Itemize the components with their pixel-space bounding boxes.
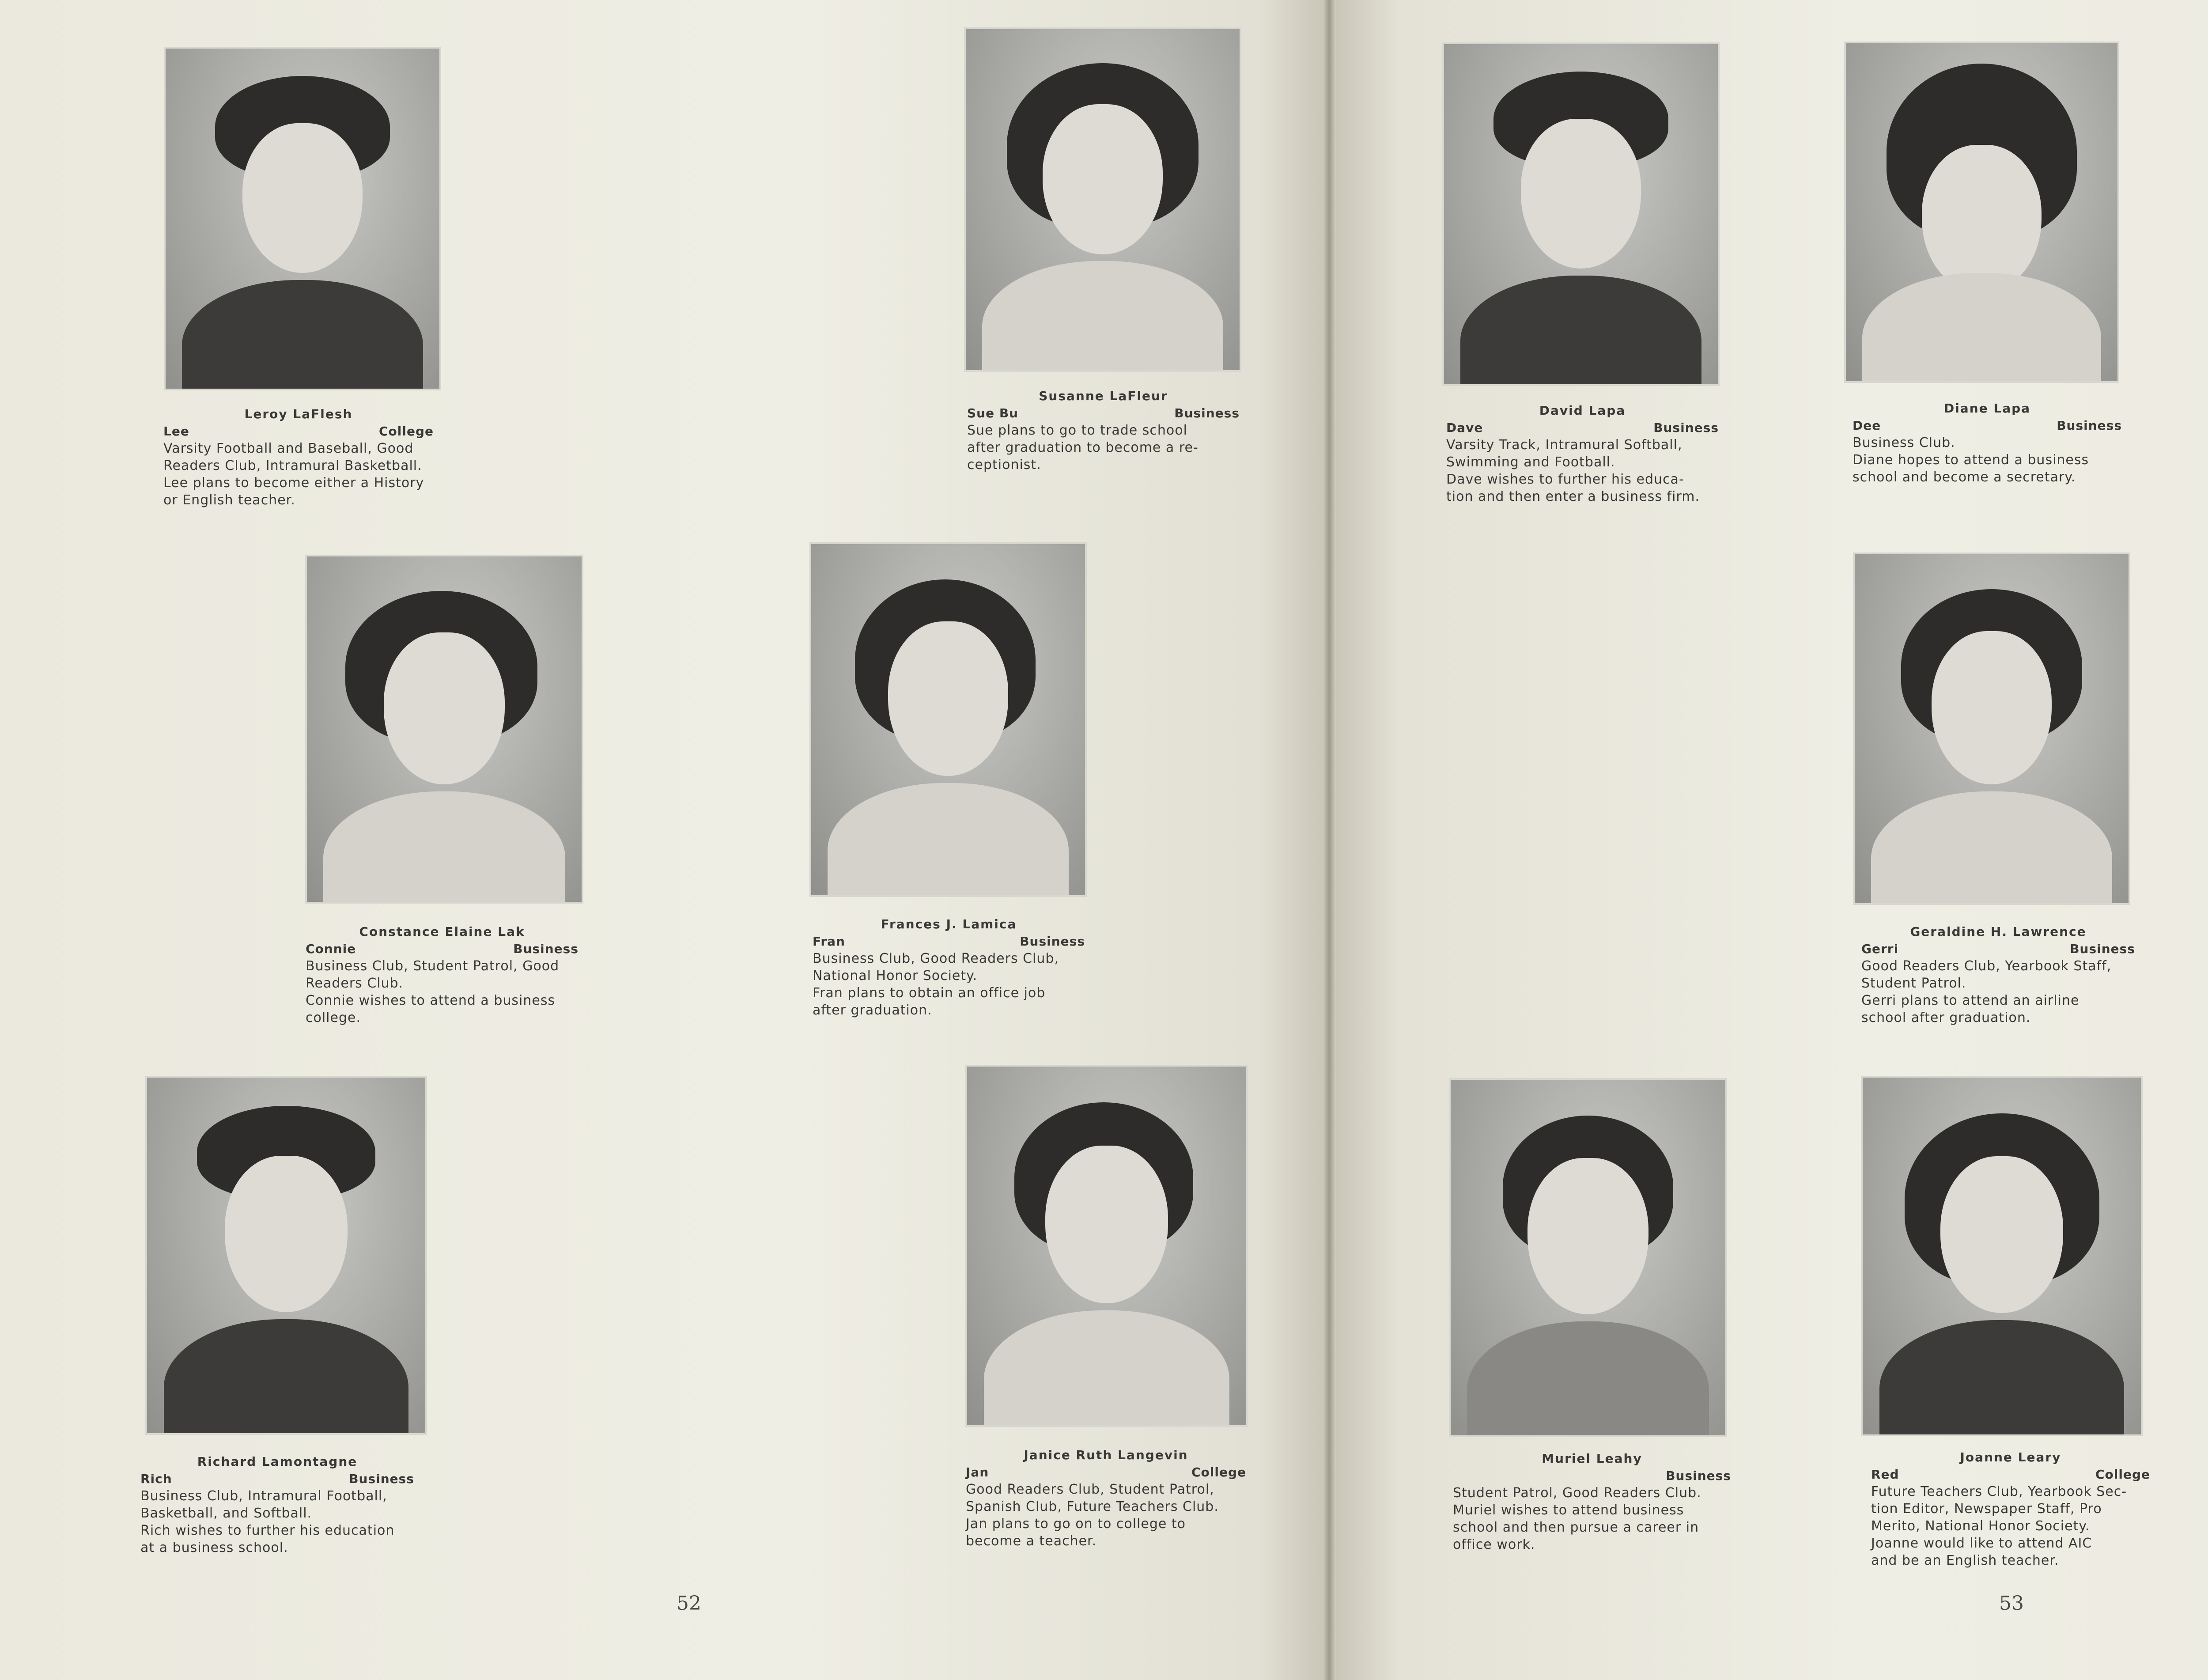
student-track: College: [2095, 1467, 2150, 1482]
student-name: Geraldine H. Lawrence: [1910, 924, 2087, 939]
student-portrait: [1444, 44, 1718, 384]
student-track: Business: [2070, 942, 2135, 956]
student-name: David Lapa: [1539, 403, 1626, 418]
student-nickname: Sue Bu: [967, 406, 1019, 420]
student-line: Rich wishes to further his education: [140, 1523, 395, 1538]
student-line: Business Club, Good Readers Club,: [813, 951, 1059, 966]
student-line: after graduation.: [813, 1003, 932, 1018]
student-line: Dave wishes to further his educa-: [1446, 472, 1684, 487]
student-track: Business: [1653, 420, 1719, 435]
student-track: Business: [1020, 934, 1085, 949]
student-line: Basketball, and Softball.: [140, 1506, 312, 1521]
student-portrait: [147, 1078, 425, 1433]
student-track: Business: [1174, 406, 1240, 420]
student-line: Fran plans to obtain an office job: [813, 985, 1046, 1001]
student-line: Business Club, Student Patrol, Good: [306, 958, 560, 974]
student-line: Future Teachers Club, Yearbook Sec-: [1871, 1484, 2127, 1499]
student-line: Swimming and Football.: [1446, 454, 1615, 470]
student-line: Varsity Football and Baseball, Good: [163, 441, 414, 456]
student-line: Jan plans to go on to college to: [966, 1516, 1186, 1532]
student-line: Merito, National Honor Society.: [1871, 1518, 2090, 1534]
student-name: Muriel Leahy: [1542, 1451, 1642, 1466]
student-track: Business: [2057, 418, 2122, 433]
student-line: Good Readers Club, Student Patrol,: [966, 1482, 1214, 1497]
student-portrait: [1846, 43, 2117, 381]
student-portrait: [811, 544, 1085, 895]
student-name: Joanne Leary: [1960, 1450, 2061, 1464]
student-line: school and become a secretary.: [1853, 469, 2076, 485]
student-track: Business: [1666, 1468, 1731, 1483]
student-line: National Honor Society.: [813, 968, 978, 984]
student-line: Connie wishes to attend a business: [306, 993, 556, 1008]
student-entry-lak: [306, 923, 578, 1026]
student-portrait: [966, 29, 1240, 370]
student-entry-lafleur: [967, 387, 1240, 473]
student-portrait: [1451, 1080, 1725, 1435]
student-entry-dilapa: [1853, 400, 2122, 486]
student-portrait: [1863, 1078, 2141, 1434]
student-line: or English teacher.: [163, 492, 295, 508]
student-nickname: Gerri: [1861, 942, 1899, 956]
page-number-left: 52: [677, 1592, 701, 1615]
student-name: Richard Lamontagne: [197, 1454, 358, 1469]
student-line: ceptionist.: [967, 457, 1041, 473]
student-line: Student Patrol, Good Readers Club.: [1453, 1485, 1701, 1501]
student-portrait: [166, 49, 439, 389]
student-line: Spanish Club, Future Teachers Club.: [966, 1499, 1219, 1514]
student-track: Business: [349, 1472, 414, 1486]
student-line: Business Club.: [1853, 435, 1955, 450]
student-line: and be an English teacher.: [1871, 1553, 2059, 1568]
student-track: College: [378, 424, 434, 439]
student-line: Gerri plans to attend an airline: [1861, 993, 2079, 1008]
student-entry-lawrence: [1861, 923, 2135, 1026]
student-line: Sue plans to go to trade school: [967, 423, 1187, 438]
book-gutter: [1323, 0, 1336, 1680]
student-name: Leroy LaFlesh: [244, 407, 353, 421]
student-line: school and then pursue a career in: [1453, 1520, 1699, 1535]
student-entry-lamica: [813, 916, 1085, 1019]
student-entry-leahy: [1453, 1450, 1731, 1553]
student-line: Good Readers Club, Yearbook Staff,: [1861, 958, 2112, 974]
student-line: Varsity Track, Intramural Softball,: [1446, 437, 1682, 453]
student-entry-lamontagne: [140, 1453, 414, 1556]
student-portrait: [1855, 554, 2129, 903]
student-entry-laflesh: [163, 405, 434, 509]
student-line: Muriel wishes to attend business: [1453, 1502, 1684, 1518]
student-nickname: Rich: [140, 1472, 172, 1486]
student-line: Joanne would like to attend AIC: [1871, 1536, 2092, 1551]
student-entry-langevin: [966, 1446, 1246, 1550]
student-line: Business Club, Intramural Football,: [140, 1488, 387, 1504]
student-line: college.: [306, 1010, 361, 1025]
student-line: school after graduation.: [1861, 1010, 2031, 1025]
student-entry-leary: [1871, 1449, 2150, 1569]
student-name: Janice Ruth Langevin: [1024, 1448, 1188, 1462]
student-track: Business: [513, 942, 578, 956]
student-line: Readers Club.: [306, 976, 404, 991]
student-line: Readers Club, Intramural Basketball.: [163, 458, 422, 473]
student-line: tion Editor, Newspaper Staff, Pro: [1871, 1501, 2102, 1517]
student-nickname: Dave: [1446, 420, 1483, 435]
student-nickname: Red: [1871, 1467, 1899, 1482]
student-line: at a business school.: [140, 1540, 288, 1555]
student-name: Constance Elaine Lak: [359, 924, 525, 939]
student-name: Diane Lapa: [1943, 401, 2031, 416]
student-line: Lee plans to become either a History: [163, 475, 424, 491]
student-track: College: [1191, 1465, 1246, 1479]
student-line: Student Patrol.: [1861, 976, 1966, 991]
page-number-right: 53: [1999, 1592, 2024, 1615]
student-name: Frances J. Lamica: [881, 917, 1017, 931]
student-line: tion and then enter a business firm.: [1446, 489, 1700, 504]
student-nickname: Connie: [306, 942, 356, 956]
student-entry-dlapa: [1446, 402, 1719, 505]
student-portrait: [307, 556, 582, 902]
student-nickname: Dee: [1853, 418, 1881, 433]
student-line: after graduation to become a re-: [967, 440, 1199, 455]
student-line: become a teacher.: [966, 1533, 1097, 1549]
student-line: office work.: [1453, 1537, 1535, 1552]
student-nickname: Fran: [813, 934, 845, 949]
student-nickname: Lee: [163, 424, 189, 439]
student-name: Susanne LaFleur: [1039, 389, 1168, 403]
student-line: Diane hopes to attend a business: [1853, 452, 2089, 468]
student-portrait: [967, 1067, 1246, 1425]
student-nickname: Jan: [966, 1465, 989, 1479]
